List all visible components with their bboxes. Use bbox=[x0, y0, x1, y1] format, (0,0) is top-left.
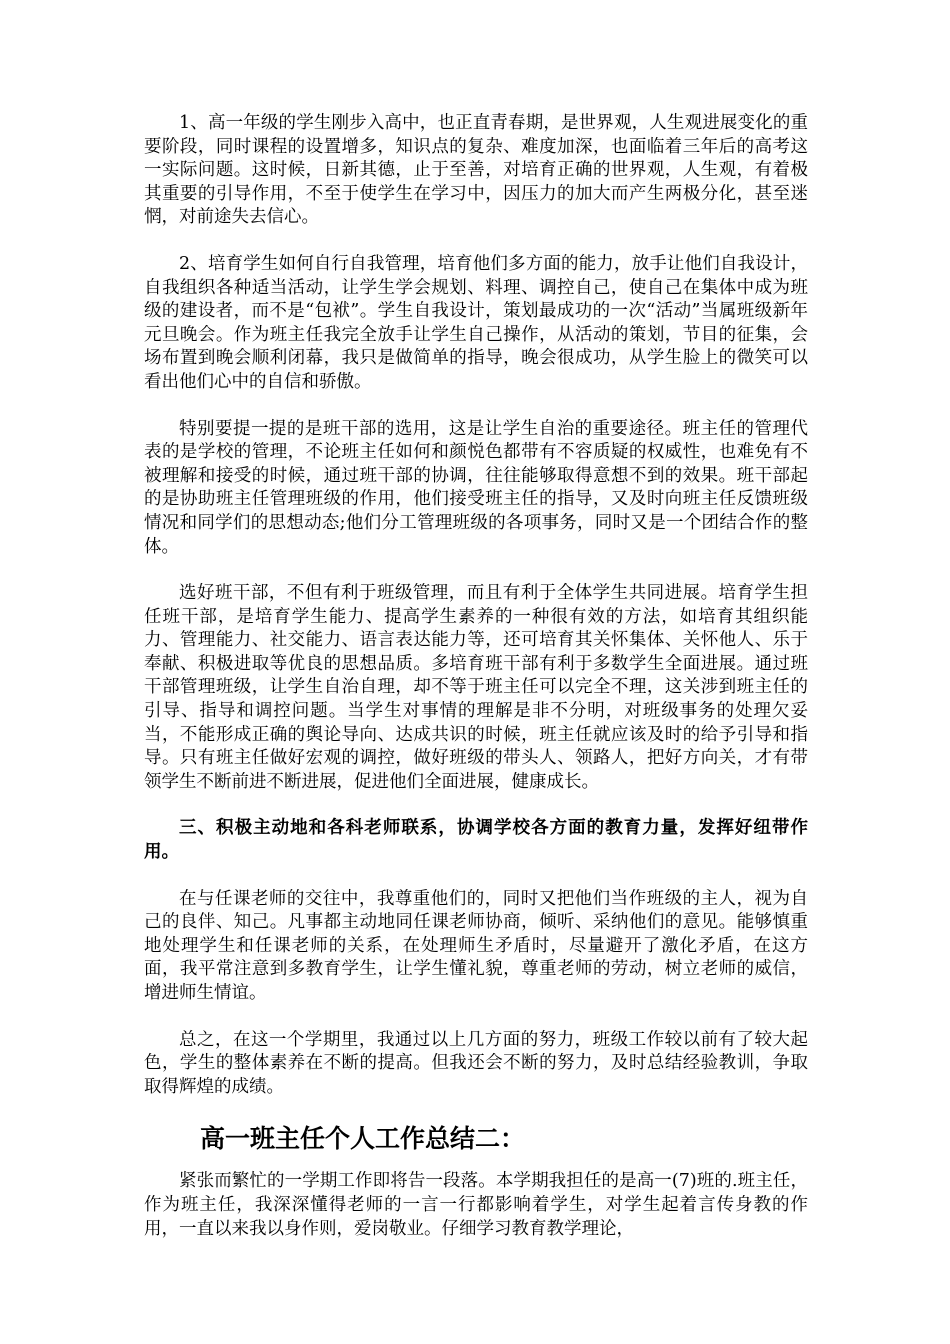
document-heading: 高一班主任个人工作总结二： bbox=[200, 1124, 526, 1154]
paragraph-7: 紧张而繁忙的一学期工作即将告一段落。本学期我担任的是高一(7)班的.班主任，作为班主任，我深深懂得老师的一言一行都影响着学生，对学生起着言传身教的作用，一直以来我以身作则，爱岗敬业。仔细学习教育教学理论， bbox=[144, 1171, 808, 1239]
paragraph-1: 1、高一年级的学生刚步入高中，也正直青春期，是世界观，人生观进展变化的重要阶段，同时课程的设置增多，知识点的复杂、难度加深，也面临着三年后的高考这一实际问题。这时候，日新其德，止于至善，对培育正确的世界观，人生观，有着极其重要的引导作用，不至于使学生在学习中，因压力的加大而产生两极分化，甚至迷惘，对前途失去信心。 bbox=[144, 113, 808, 228]
document-page bbox=[144, 112, 808, 1264]
paragraph-2: 2、培育学生如何自行自我管理，培育他们多方面的能力，放手让他们自我设计，自我组织各种适当活动，让学生学会规划、料理、调控自己，使自己在集体中成为班级的建设者，而不是“包袱”。学生自我设计，策划最成功的一次“活动”当属班级新年元旦晚会。作为班主任我完全放手让学生自己操作，从活动的策划，节目的征集，会场布置到晚会顺利闭幕，我只是做简单的指导，晚会很成功，从学生脸上的微笑可以看出他们心中的自信和骄傲。 bbox=[144, 253, 808, 392]
paragraph-3: 特别要提一提的是班干部的选用，这是让学生自治的重要途径。班主任的管理代表的是学校的管理，不论班主任如何和颜悦色都带有不容质疑的权威性，也难免有不被理解和接受的时候，通过班干部的协调，往往能够取得意想不到的效果。班干部起的是协助班主任管理班级的作用，他们接受班主任的指导，又及时向班主任反馈班级情况和同学们的思想动态;他们分工管理班级的各项事务，同时又是一个团结合作的整体。 bbox=[144, 418, 808, 557]
section-heading-three: 三、积极主动地和各科老师联系，协调学校各方面的教育力量，发挥好纽带作用。 bbox=[144, 818, 808, 863]
paragraph-4: 选好班干部，不但有利于班级管理，而且有利于全体学生共同进展。培育学生担任班干部，是培育学生能力、提高学生素养的一种很有效的方法，如培育其组织能力、管理能力、社交能力、语言表达能力等，还可培育其关怀集体、关怀他人、乐于奉献、积极进取等优良的思想品质。多培育班干部有利于多数学生全面进展。通过班干部管理班级，让学生自治自理，却不等于班主任可以完全不理，这关涉到班主任的引导、指导和调控问题。当学生对事情的理解是非不分明，对班级事务的处理欠妥当，不能形成正确的舆论导向、达成共识的时候，班主任就应该及时的给予引导和指导。只有班主任做好宏观的调控，做好班级的带头人、领路人，把好方向关，才有带领学生不断前进不断进展，促进他们全面进展，健康成长。 bbox=[144, 583, 808, 792]
paragraph-5: 在与任课老师的交往中，我尊重他们的，同时又把他们当作班级的主人，视为自己的良伴、知己。凡事都主动地同任课老师协商，倾听、采纳他们的意见。能够慎重地处理学生和任课老师的关系，在处理师生矛盾时，尽量避开了激化矛盾，在这方面，我平常注意到多教育学生，让学生懂礼貌，尊重老师的劳动，树立老师的威信，增进师生情谊。 bbox=[144, 888, 808, 1003]
paragraph-6: 总之，在这一个学期里，我通过以上几方面的努力，班级工作较以前有了较大起色，学生的整体素养在不断的提高。但我还会不断的努力，及时总结经验教训，争取取得辉煌的成绩。 bbox=[144, 1029, 808, 1097]
